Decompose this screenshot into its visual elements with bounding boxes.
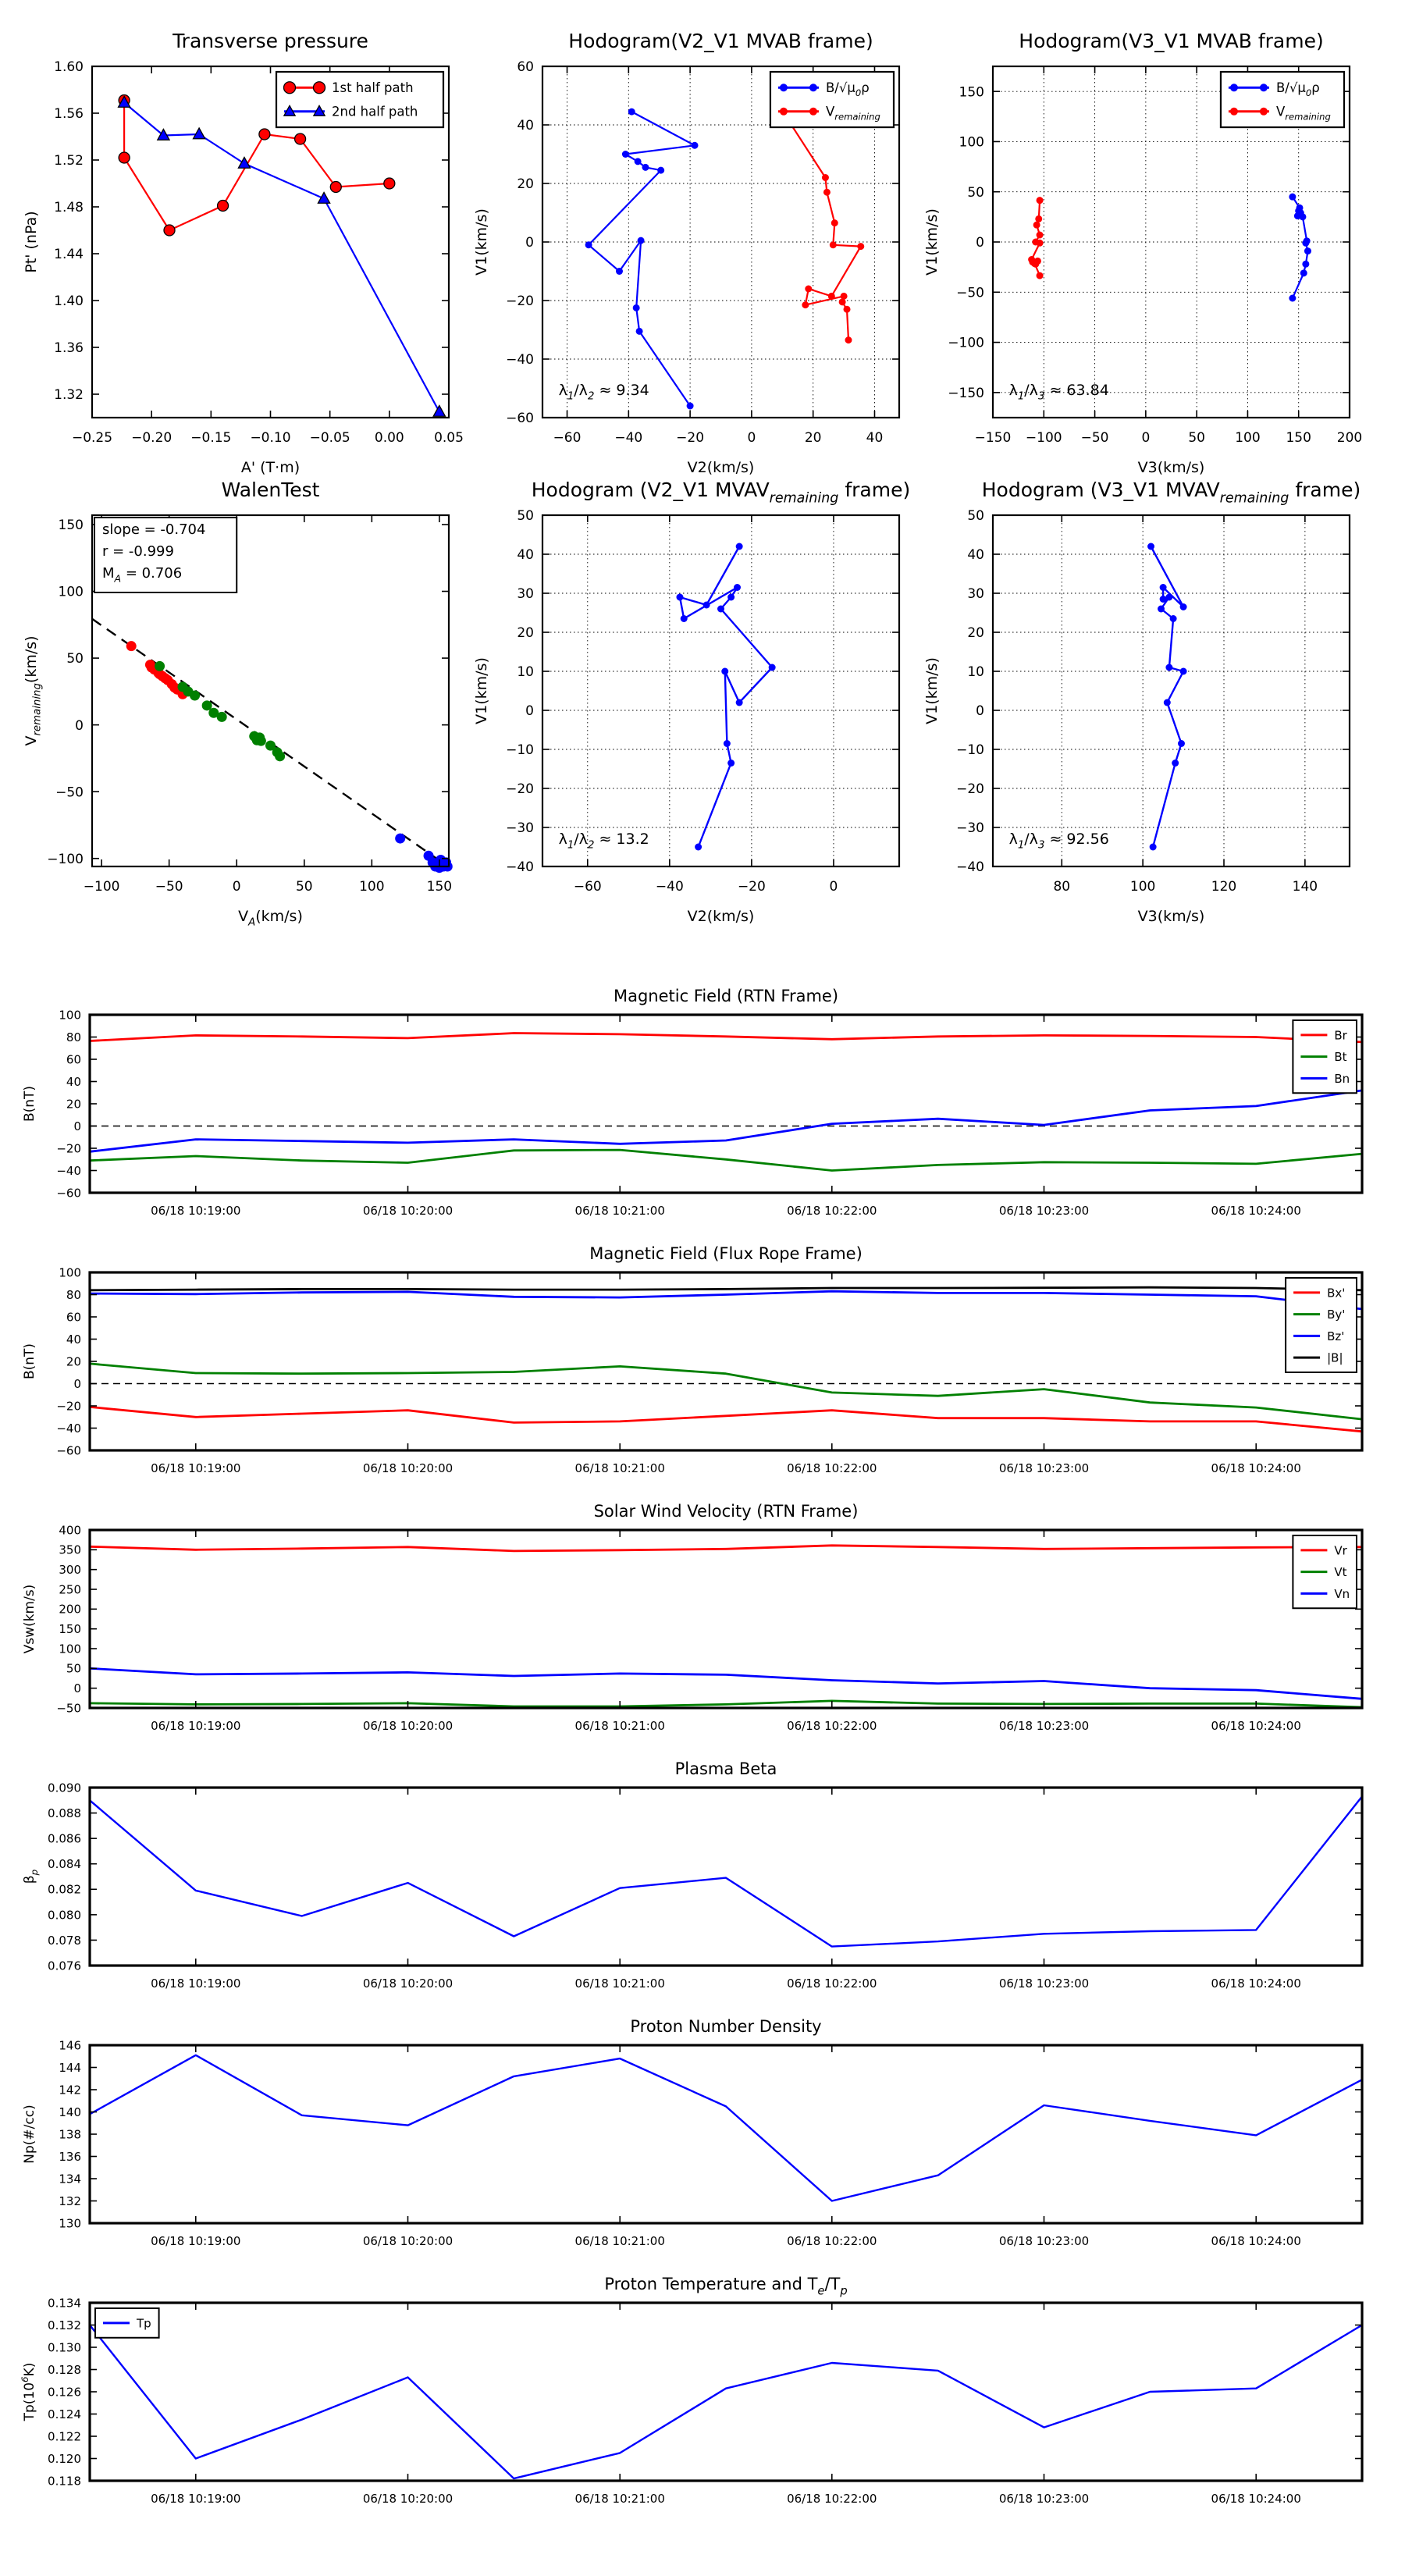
- svg-text:06/18 10:22:00: 06/18 10:22:00: [787, 1204, 877, 1218]
- svg-text:150: 150: [58, 518, 84, 534]
- svg-text:Vremaining(km/s): $V_{remaining}(km/s)$: [23, 635, 44, 746]
- svg-text:06/18 10:20:00: 06/18 10:20:00: [362, 1719, 454, 1733]
- svg-text:150: 150: [59, 1622, 81, 1637]
- svg-text:−20: −20: [956, 781, 984, 798]
- svg-text:B/√μ0ρ: $B/√\mu_0\rho$: [825, 80, 870, 99]
- plot-hodogram-v2v1-mvav: [473, 479, 911, 925]
- svg-text:V2(km/s): V2(km/s): [687, 908, 755, 925]
- svg-text:40: 40: [866, 430, 884, 446]
- svg-text:06/18 10:21:00: 06/18 10:21:00: [574, 2234, 665, 2248]
- svg-text:06/18 10:23:00: 06/18 10:23:00: [998, 2492, 1090, 2506]
- svg-text:MA = 0.706: $M_A = 0.706$: [102, 565, 183, 585]
- svg-text:20: 20: [517, 625, 534, 642]
- svg-text:20: 20: [804, 430, 822, 446]
- svg-text:Vremaining: $V_{remaining}$: [825, 104, 880, 123]
- svg-text:Vremaining: $V_{remaining}$: [1275, 104, 1331, 123]
- svg-text:200: 200: [1336, 430, 1363, 446]
- svg-text:40: 40: [967, 547, 984, 564]
- svg-text:Plasma Beta: Plasma Beta: [674, 1759, 777, 1778]
- svg-text:20: 20: [967, 625, 984, 642]
- svg-text:100: 100: [1235, 430, 1261, 446]
- svg-text:06/18 10:22:00: 06/18 10:22:00: [787, 1976, 877, 1991]
- svg-text:Vsw(km/s): Vsw(km/s): [22, 1584, 37, 1654]
- svg-text:B(nT): B(nT): [22, 1343, 37, 1380]
- svg-text:Hodogram(V3_V1 MVAB frame): Hodogram(V3_V1 MVAB frame): [1019, 30, 1324, 52]
- svg-text:0.088: 0.088: [48, 1806, 81, 1820]
- svg-text:Tp(106K): $Tp(10^6K)$: [19, 2362, 37, 2421]
- svg-text:06/18 10:24:00: 06/18 10:24:00: [1211, 1719, 1301, 1733]
- svg-text:1.40: 1.40: [54, 294, 84, 310]
- svg-text:1.36: 1.36: [54, 340, 84, 357]
- svg-text:−20: −20: [56, 1399, 81, 1414]
- svg-text:40: 40: [517, 547, 534, 564]
- svg-text:06/18 10:21:00: 06/18 10:21:00: [574, 1204, 665, 1218]
- svg-text:V1(km/s): V1(km/s): [923, 657, 941, 724]
- svg-text:06/18 10:20:00: 06/18 10:20:00: [362, 2234, 454, 2248]
- svg-text:06/18 10:20:00: 06/18 10:20:00: [362, 1976, 454, 1991]
- svg-text:0.080: 0.080: [48, 1908, 81, 1923]
- svg-text:130: 130: [59, 2216, 81, 2231]
- svg-text:λ1/λ3 ≈ 92.56: $\lambda_1/\lambda_3 \approx 92.56$: [1008, 830, 1109, 852]
- svg-text:06/18 10:23:00: 06/18 10:23:00: [998, 1461, 1090, 1475]
- svg-text:30: 30: [967, 586, 984, 603]
- svg-text:0.082: 0.082: [48, 1882, 81, 1897]
- svg-text:Magnetic Field (Flux Rope Fram: Magnetic Field (Flux Rope Frame): [589, 1244, 863, 1263]
- svg-text:−50: −50: [56, 1701, 81, 1716]
- svg-text:−60: −60: [56, 1443, 81, 1458]
- svg-text:0: 0: [75, 717, 84, 734]
- svg-text:−10: −10: [506, 742, 534, 759]
- svg-text:Br: Br: [1334, 1028, 1347, 1043]
- svg-text:1.44: 1.44: [54, 247, 84, 263]
- svg-text:−10: −10: [956, 742, 984, 759]
- svg-text:Proton Temperature and Te/Tp: Proton Temperature and $T_e/T_p$: [604, 2275, 848, 2298]
- plot-solar-wind-velocity: [22, 1502, 1362, 1733]
- svg-text:50: 50: [967, 184, 984, 201]
- svg-text:Vt: Vt: [1334, 1565, 1347, 1580]
- svg-text:0: 0: [73, 1376, 81, 1391]
- svg-text:Bn: Bn: [1334, 1071, 1350, 1086]
- svg-text:−0.25: −0.25: [71, 430, 113, 446]
- svg-text:−20: −20: [506, 294, 534, 310]
- svg-text:06/18 10:21:00: 06/18 10:21:00: [574, 2492, 665, 2506]
- svg-text:50: 50: [295, 879, 313, 895]
- svg-text:06/18 10:21:00: 06/18 10:21:00: [574, 1976, 665, 1991]
- svg-text:0.128: 0.128: [48, 2362, 81, 2377]
- svg-text:−50: −50: [956, 285, 984, 301]
- svg-text:60: 60: [517, 59, 534, 76]
- svg-text:0.126: 0.126: [48, 2385, 81, 2400]
- svg-text:06/18 10:22:00: 06/18 10:22:00: [787, 1719, 877, 1733]
- svg-text:−20: −20: [676, 430, 705, 446]
- svg-text:V1(km/s): V1(km/s): [473, 208, 490, 276]
- plot-proton-number-density: [22, 2017, 1362, 2248]
- plot-magnetic-field-rtn: [22, 987, 1362, 1218]
- svg-text:06/18 10:22:00: 06/18 10:22:00: [787, 2234, 877, 2248]
- svg-text:V1(km/s): V1(km/s): [473, 657, 490, 724]
- svg-text:Vn: Vn: [1334, 1586, 1350, 1601]
- svg-text:100: 100: [59, 1265, 81, 1280]
- svg-text:Pt' (nPa): Pt' (nPa): [23, 211, 40, 273]
- svg-text:Magnetic Field (RTN Frame): Magnetic Field (RTN Frame): [613, 987, 839, 1005]
- svg-text:1.56: 1.56: [54, 106, 84, 123]
- svg-text:250: 250: [59, 1582, 81, 1597]
- svg-text:06/18 10:24:00: 06/18 10:24:00: [1211, 1461, 1301, 1475]
- svg-text:0.124: 0.124: [48, 2407, 81, 2421]
- svg-text:Hodogram(V2_V1 MVAB frame): Hodogram(V2_V1 MVAB frame): [568, 30, 873, 52]
- svg-text:−50: −50: [155, 879, 183, 895]
- svg-text:06/18 10:24:00: 06/18 10:24:00: [1211, 1204, 1301, 1218]
- svg-text:06/18 10:20:00: 06/18 10:20:00: [362, 1204, 454, 1218]
- svg-text:Solar Wind Velocity (RTN Frame: Solar Wind Velocity (RTN Frame): [593, 1502, 859, 1521]
- svg-text:Hodogram (V2_V1 MVAVremaining: Hodogram (V2_V1 $MVAV_{remaining}$ frame): [531, 479, 911, 507]
- svg-text:300: 300: [59, 1563, 81, 1578]
- svg-text:By': By': [1327, 1308, 1346, 1322]
- svg-text:B(nT): B(nT): [22, 1085, 37, 1123]
- svg-text:40: 40: [66, 1074, 81, 1089]
- svg-text:1.32: 1.32: [54, 387, 84, 404]
- svg-text:1st half path: 1st half path: [332, 80, 414, 96]
- svg-text:200: 200: [59, 1602, 81, 1617]
- svg-text:βp: $\beta_p$: [22, 1869, 41, 1884]
- svg-text:B/√μ0ρ: $B/√\mu_0\rho$: [1275, 80, 1320, 99]
- svg-text:1.48: 1.48: [54, 200, 84, 216]
- svg-text:0.120: 0.120: [48, 2451, 81, 2466]
- svg-text:Hodogram (V3_V1 MVAVremaining: Hodogram (V3_V1 $MVAV_{remaining}$ frame): [981, 479, 1361, 507]
- svg-text:−40: −40: [614, 430, 643, 446]
- svg-text:0.090: 0.090: [48, 1781, 81, 1795]
- svg-text:80: 80: [1053, 879, 1071, 895]
- svg-text:1.52: 1.52: [54, 153, 84, 169]
- svg-text:06/18 10:19:00: 06/18 10:19:00: [151, 2492, 241, 2506]
- svg-text:50: 50: [1188, 430, 1205, 446]
- svg-text:−100: −100: [47, 851, 84, 867]
- svg-text:10: 10: [967, 664, 984, 681]
- svg-text:−60: −60: [573, 879, 602, 895]
- svg-text:0: 0: [232, 879, 241, 895]
- svg-text:−60: −60: [56, 1186, 81, 1201]
- svg-text:−100: −100: [83, 879, 120, 895]
- svg-text:50: 50: [967, 508, 984, 525]
- svg-text:Transverse pressure: Transverse pressure: [173, 30, 368, 52]
- svg-text:−30: −30: [956, 820, 984, 837]
- svg-text:100: 100: [58, 584, 84, 600]
- svg-text:Vr: Vr: [1334, 1543, 1347, 1558]
- svg-text:0: 0: [525, 235, 534, 251]
- svg-text:50: 50: [66, 1661, 81, 1676]
- svg-text:−40: −40: [655, 879, 684, 895]
- svg-text:150: 150: [959, 84, 984, 101]
- svg-text:0.122: 0.122: [48, 2429, 81, 2444]
- svg-text:λ1/λ2 ≈ 9.34: $\lambda_1/\lambda_2 \approx 9.34$: [558, 381, 649, 403]
- svg-text:136: 136: [59, 2149, 81, 2164]
- svg-text:A' (T·m): A' (T·m): [240, 459, 301, 476]
- svg-text:138: 138: [59, 2127, 81, 2142]
- svg-text:06/18 10:23:00: 06/18 10:23:00: [998, 1204, 1090, 1218]
- svg-text:06/18 10:20:00: 06/18 10:20:00: [362, 2492, 454, 2506]
- svg-text:150: 150: [426, 879, 453, 895]
- svg-text:06/18 10:23:00: 06/18 10:23:00: [998, 1719, 1090, 1733]
- svg-text:50: 50: [517, 508, 534, 525]
- svg-text:06/18 10:23:00: 06/18 10:23:00: [998, 2234, 1090, 2248]
- svg-text:146: 146: [59, 2038, 81, 2053]
- svg-text:−0.05: −0.05: [309, 430, 350, 446]
- svg-text:λ1/λ3 ≈ 63.84: $\lambda_1/\lambda_3 \approx 63.84$: [1008, 381, 1109, 403]
- svg-text:r = -0.999: r = -0.999: [102, 543, 174, 560]
- svg-text:−40: −40: [956, 859, 984, 876]
- svg-text:400: 400: [59, 1523, 81, 1538]
- svg-text:λ1/λ2 ≈ 13.2: $\lambda_1/\lambda_2 \approx 13.2$: [558, 830, 649, 852]
- svg-text:06/18 10:19:00: 06/18 10:19:00: [151, 1461, 241, 1475]
- svg-text:100: 100: [359, 879, 385, 895]
- svg-text:06/18 10:19:00: 06/18 10:19:00: [151, 1719, 241, 1733]
- plot-transverse-pressure: [23, 30, 464, 476]
- svg-text:−20: −20: [506, 781, 534, 798]
- svg-text:VA(km/s): $V_A(km/s)$: [238, 908, 303, 929]
- plot-hodogram-v3v1-mvab: [923, 30, 1363, 476]
- svg-text:0.118: 0.118: [48, 2474, 81, 2489]
- svg-text:0: 0: [73, 1119, 81, 1133]
- svg-text:−100: −100: [1025, 430, 1062, 446]
- svg-text:60: 60: [66, 1052, 81, 1067]
- svg-text:80: 80: [66, 1287, 81, 1302]
- svg-text:−40: −40: [56, 1163, 81, 1178]
- svg-text:60: 60: [66, 1310, 81, 1325]
- svg-text:V3(km/s): V3(km/s): [1137, 908, 1205, 925]
- svg-text:100: 100: [1129, 879, 1156, 895]
- svg-text:06/18 10:24:00: 06/18 10:24:00: [1211, 2234, 1301, 2248]
- svg-text:WalenTest: WalenTest: [221, 479, 320, 501]
- svg-text:06/18 10:22:00: 06/18 10:22:00: [787, 1461, 877, 1475]
- svg-text:0: 0: [976, 235, 984, 251]
- svg-text:0.05: 0.05: [434, 430, 464, 446]
- svg-text:−50: −50: [1080, 430, 1109, 446]
- plot-walen-test: [23, 479, 453, 929]
- svg-text:100: 100: [59, 1642, 81, 1656]
- plot-proton-temperature: [19, 2275, 1362, 2506]
- svg-text:06/18 10:24:00: 06/18 10:24:00: [1211, 2492, 1301, 2506]
- svg-text:06/18 10:24:00: 06/18 10:24:00: [1211, 1976, 1301, 1991]
- svg-text:350: 350: [59, 1542, 81, 1557]
- svg-text:0: 0: [976, 703, 984, 720]
- svg-text:20: 20: [517, 176, 534, 193]
- svg-text:0: 0: [829, 879, 838, 895]
- svg-text:142: 142: [59, 2083, 81, 2097]
- svg-text:06/18 10:21:00: 06/18 10:21:00: [574, 1461, 665, 1475]
- svg-text:06/18 10:21:00: 06/18 10:21:00: [574, 1719, 665, 1733]
- svg-text:slope = -0.704: slope = -0.704: [102, 521, 206, 538]
- svg-text:134: 134: [59, 2172, 81, 2186]
- svg-text:140: 140: [1292, 879, 1318, 895]
- svg-text:132: 132: [59, 2194, 81, 2208]
- plot-hodogram-v2v1-mvab: [473, 30, 899, 476]
- svg-text:0.130: 0.130: [48, 2340, 81, 2355]
- svg-text:Tp: Tp: [137, 2316, 151, 2331]
- svg-text:0.078: 0.078: [48, 1933, 81, 1948]
- svg-text:06/18 10:19:00: 06/18 10:19:00: [151, 2234, 241, 2248]
- svg-text:06/18 10:19:00: 06/18 10:19:00: [151, 1204, 241, 1218]
- svg-text:06/18 10:22:00: 06/18 10:22:00: [787, 2492, 877, 2506]
- svg-text:0.00: 0.00: [374, 430, 404, 446]
- svg-text:Bz': Bz': [1327, 1329, 1345, 1343]
- svg-text:06/18 10:19:00: 06/18 10:19:00: [151, 1976, 241, 1991]
- svg-text:20: 20: [66, 1354, 81, 1369]
- svg-text:−20: −20: [737, 879, 766, 895]
- svg-text:−40: −40: [56, 1421, 81, 1436]
- svg-text:−40: −40: [506, 352, 534, 368]
- svg-text:30: 30: [517, 586, 534, 603]
- svg-text:−60: −60: [506, 411, 534, 427]
- svg-text:40: 40: [517, 118, 534, 134]
- svg-text:−0.20: −0.20: [131, 430, 173, 446]
- svg-text:150: 150: [1286, 430, 1311, 446]
- svg-text:120: 120: [1211, 879, 1237, 895]
- svg-text:06/18 10:20:00: 06/18 10:20:00: [362, 1461, 454, 1475]
- svg-text:−50: −50: [55, 785, 84, 801]
- svg-text:0: 0: [747, 430, 756, 446]
- svg-text:0.132: 0.132: [48, 2318, 81, 2332]
- svg-text:0: 0: [73, 1681, 81, 1696]
- svg-text:0: 0: [525, 703, 534, 720]
- svg-text:−0.15: −0.15: [190, 430, 232, 446]
- plot-magnetic-field-flux-rope: [22, 1244, 1362, 1475]
- svg-text:0.076: 0.076: [48, 1959, 81, 1973]
- svg-text:10: 10: [517, 664, 534, 681]
- svg-text:−40: −40: [506, 859, 534, 876]
- svg-text:−60: −60: [553, 430, 582, 446]
- svg-text:−150: −150: [948, 385, 984, 401]
- svg-text:−150: −150: [974, 430, 1012, 446]
- svg-text:100: 100: [959, 134, 984, 151]
- svg-text:20: 20: [66, 1097, 81, 1112]
- svg-text:Bx': Bx': [1327, 1286, 1346, 1300]
- svg-text:1.60: 1.60: [54, 59, 84, 76]
- svg-text:V1(km/s): V1(km/s): [923, 208, 941, 276]
- svg-text:−0.10: −0.10: [250, 430, 291, 446]
- svg-text:0.084: 0.084: [48, 1857, 81, 1872]
- svg-text:80: 80: [66, 1030, 81, 1044]
- svg-text:140: 140: [59, 2105, 81, 2119]
- svg-text:Proton Number Density: Proton Number Density: [630, 2017, 822, 2036]
- svg-text:V2(km/s): V2(km/s): [687, 459, 755, 476]
- svg-text:50: 50: [66, 651, 84, 667]
- svg-text:V3(km/s): V3(km/s): [1137, 459, 1205, 476]
- svg-text:0: 0: [1141, 430, 1151, 446]
- plot-plasma-beta: [22, 1759, 1362, 1991]
- svg-text:06/18 10:23:00: 06/18 10:23:00: [998, 1976, 1090, 1991]
- svg-text:100: 100: [59, 1008, 81, 1023]
- svg-text:−100: −100: [948, 335, 984, 351]
- svg-text:144: 144: [59, 2060, 81, 2075]
- svg-text:2nd half path: 2nd half path: [332, 104, 418, 119]
- svg-text:0.086: 0.086: [48, 1831, 81, 1846]
- svg-text:−30: −30: [506, 820, 534, 837]
- svg-text:0.134: 0.134: [48, 2296, 81, 2311]
- svg-text:|B|: |B|: [1327, 1350, 1343, 1365]
- plot-hodogram-v3v1-mvav: [923, 479, 1361, 925]
- svg-text:40: 40: [66, 1332, 81, 1347]
- svg-text:Bt: Bt: [1334, 1050, 1347, 1065]
- svg-text:−20: −20: [56, 1141, 81, 1156]
- svg-text:Np(#/cc): Np(#/cc): [22, 2105, 37, 2164]
